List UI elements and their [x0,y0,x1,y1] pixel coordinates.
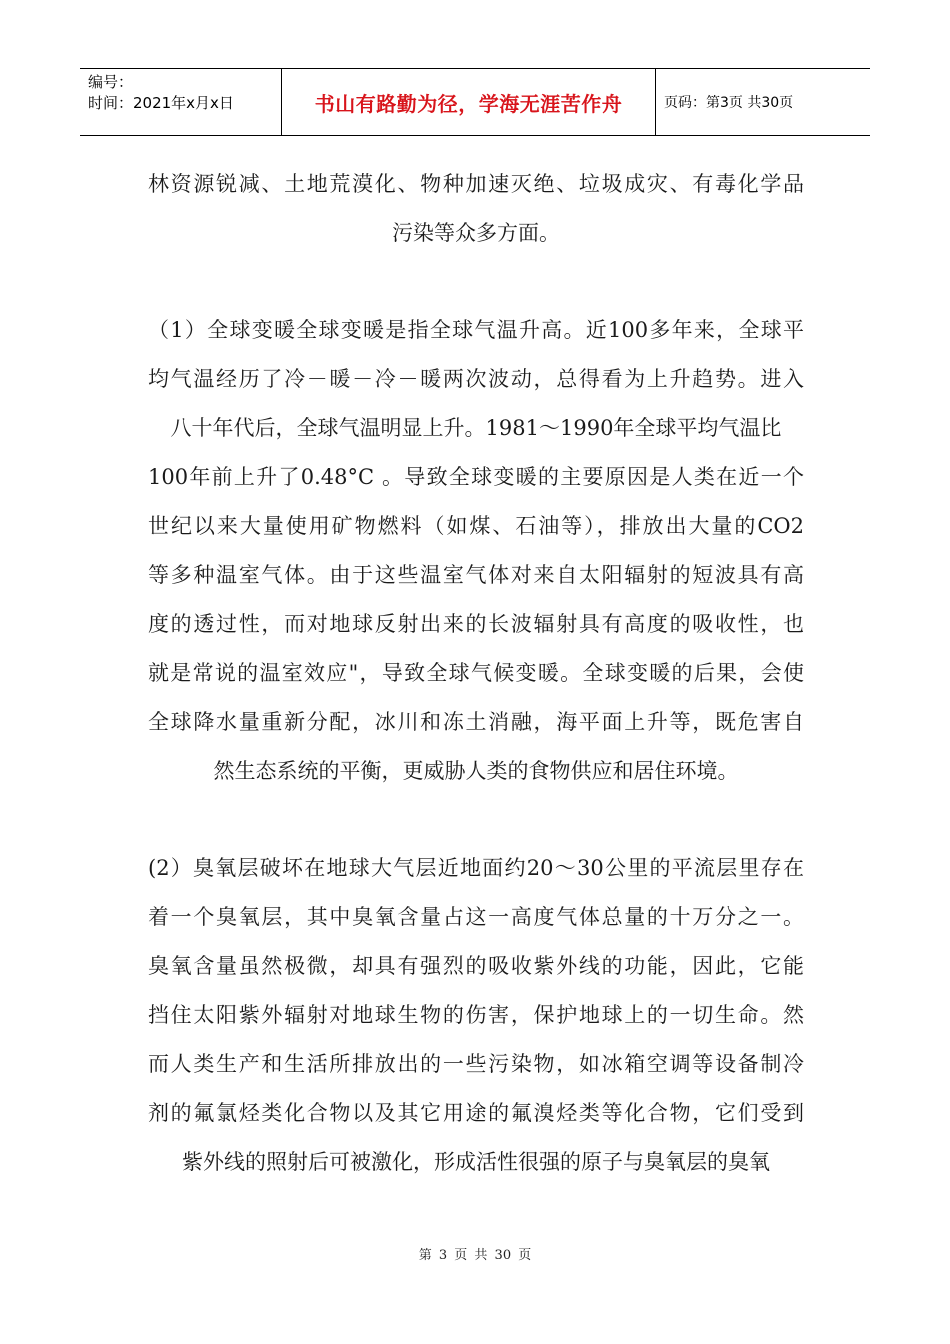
paragraph-line: 挡住太阳紫外辐射对地球生物的伤害，保护地球上的一切生命。然 [148,1003,804,1027]
paragraph-line: 均气温经历了冷－暖－冷－暖两次波动，总得看为上升趋势。进入 [148,367,804,391]
paragraph-line: 而人类生产和生活所排放出的一些污染物，如冰箱空调等设备制冷 [148,1052,804,1076]
paragraph-line: 世纪以来大量使用矿物燃料（如煤、石油等），排放出大量的CO2 [148,514,804,538]
paragraph-line: 着一个臭氧层，其中臭氧含量占这一高度气体总量的十万分之一。 [148,905,804,929]
header-page-info: 页码：第3页 共30页 [664,95,794,111]
paragraph-line: 八十年代后，全球气温明显上升。1981～1990年全球平均气温比 [170,416,782,440]
paragraph-gap [148,796,804,844]
page-header [80,68,870,136]
paragraph-line: 然生态系统的平衡，更威胁人类的食物供应和居住环境。 [213,759,739,783]
paragraph-line: (2）臭氧层破坏在地球大气层近地面约20～30公里的平流层里存在 [148,856,804,880]
paragraph-line: 剂的氟氯烃类化合物以及其它用途的氟溴烃类等化合物，它们受到 [148,1101,804,1125]
number-label: 编号： [88,73,134,91]
time-label: 时间：2021年x月x日 [88,94,234,112]
header-meta [80,69,282,135]
paragraph-gap [148,258,804,306]
document-body [148,160,804,1187]
paragraph-ozone-depletion [148,844,804,1187]
paragraph-line: 全球降水量重新分配，冰川和冻土消融，海平面上升等，既危害自 [148,710,804,734]
paragraph-line: 就是常说的温室效应"，导致全球气候变暖。全球变暖的后果，会使 [148,661,804,685]
paragraph-line: 100年前上升了0.48°C 。导致全球变暖的主要原因是人类在近一个 [148,465,804,489]
paragraph-line: 等多种温室气体。由于这些温室气体对来自太阳辐射的短波具有高 [148,563,804,587]
paragraph-line: （1）全球变暖全球变暖是指全球气温升高。近100多年来，全球平 [148,318,804,342]
paragraph-line: 紫外线的照射后可被激化，形成活性很强的原子与臭氧层的臭氧 [182,1150,770,1174]
page-footer: 第 3 页 共 30 页 [418,1248,532,1263]
paragraph-line: 臭氧含量虽然极微，却具有强烈的吸收紫外线的功能，因此，它能 [148,954,804,978]
intro-line: 林资源锐减、土地荒漠化、物种加速灭绝、垃圾成灾、有毒化学品 [148,172,804,196]
intro-line: 污染等众多方面。 [392,221,560,245]
header-motto: 书山有路勤为径，学海无涯苦作舟 [282,69,656,135]
paragraph-global-warming [148,306,804,796]
paragraph-line: 度的透过性，而对地球反射出来的长波辐射具有高度的吸收性，也 [148,612,804,636]
